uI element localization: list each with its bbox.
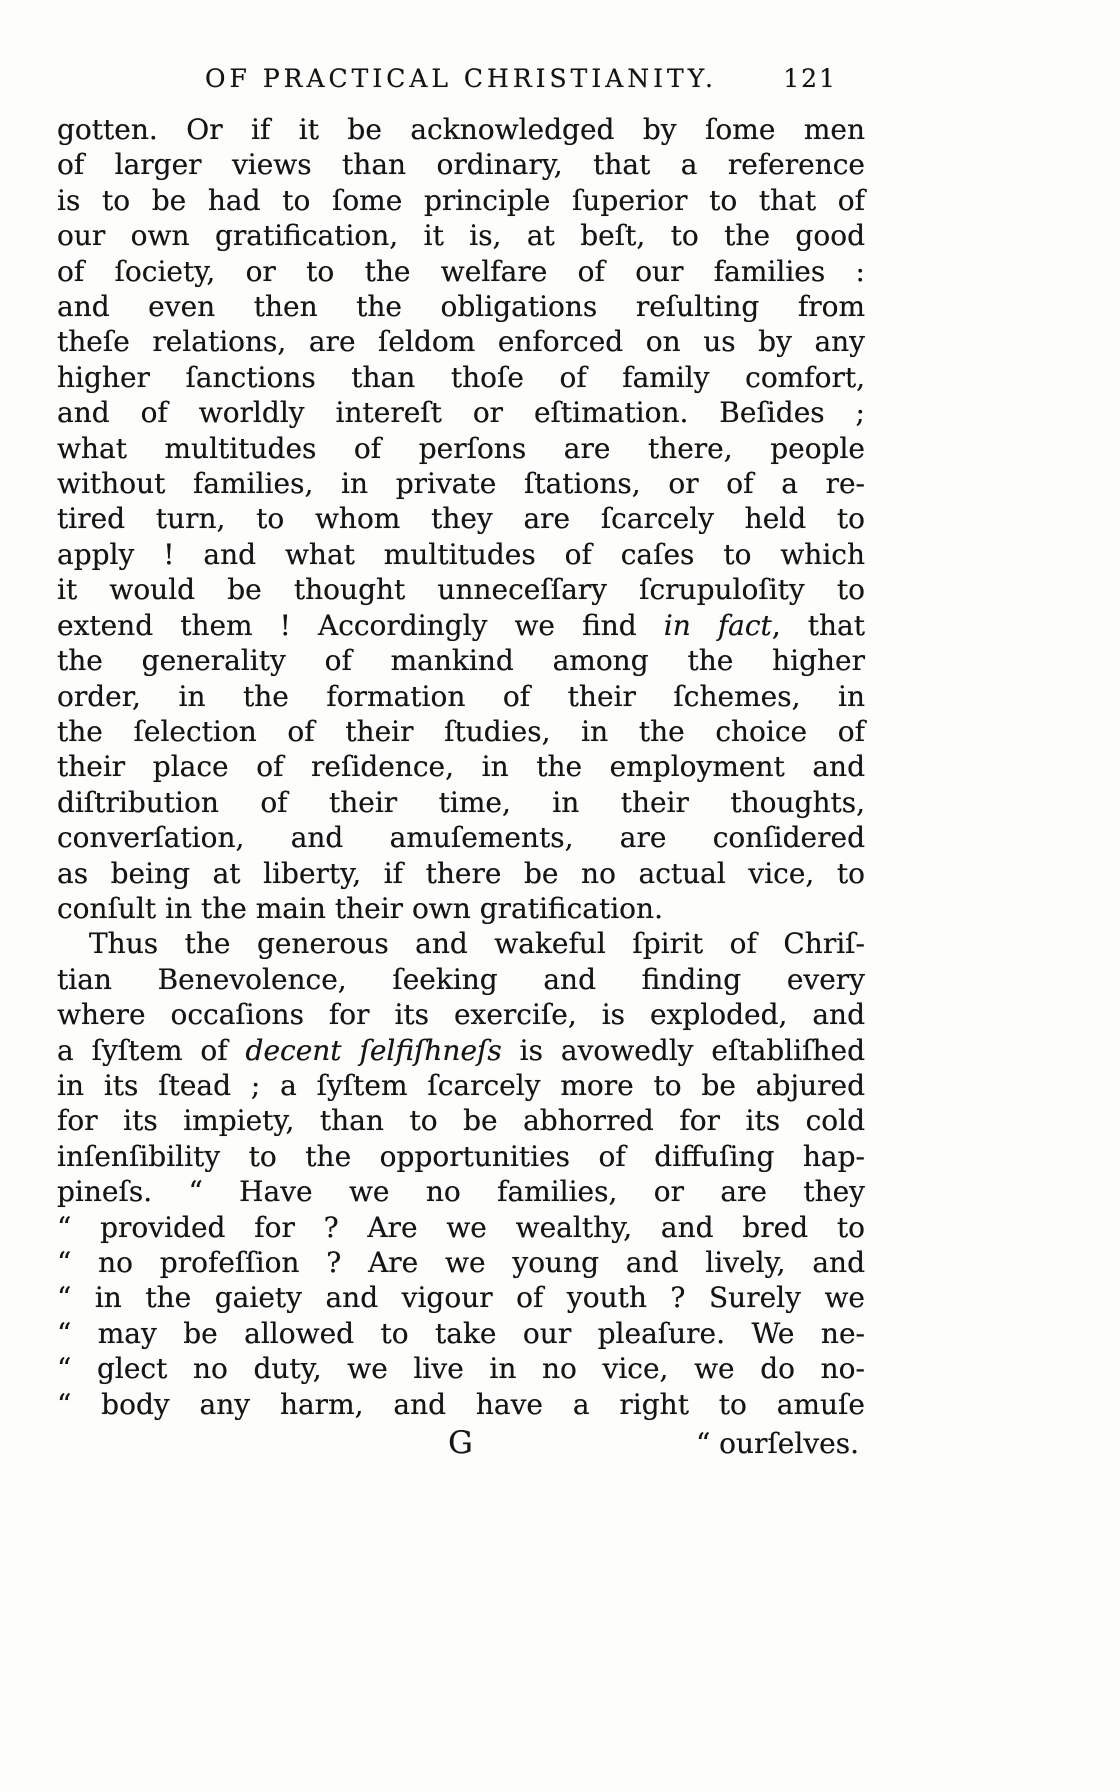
text-segment: of larger views than ordinary, that a reference: [57, 148, 865, 182]
text-segment: Thus the generous and wakeful ſpirit of Chriſ-: [89, 927, 865, 961]
page-footer: [57, 1425, 865, 1465]
text-line: [57, 431, 865, 466]
text-line: [57, 1210, 865, 1245]
text-segment: as being at liberty, if there be no actual vice, to: [57, 856, 865, 890]
text-segment: converſation, and amuſements, are conſidered: [57, 821, 865, 855]
text-segment: a ſyſtem of: [57, 1033, 246, 1067]
text-segment: higher ſanctions than thoſe of family comfort,: [57, 360, 865, 394]
text-segment: “ body any harm, and have a right to amuſe: [57, 1387, 865, 1421]
text-line: [57, 1174, 865, 1209]
text-line: [57, 572, 865, 607]
signature-mark: G: [448, 1425, 474, 1461]
text-line: [57, 856, 865, 891]
text-line: [57, 1068, 865, 1103]
text-line: [57, 466, 865, 501]
text-segment: for its impiety, than to be abhorred for its cold: [57, 1104, 865, 1138]
text-line: [57, 926, 865, 961]
text-segment: tired turn, to whom they are ſcarcely held to: [57, 502, 865, 536]
text-line: [57, 360, 865, 395]
text-segment: the ſelection of their ſtudies, in the choice of: [57, 714, 865, 748]
text-segment: extend them ! Accordingly we find: [57, 608, 664, 642]
body-text: [57, 112, 865, 1422]
text-line: [57, 608, 865, 643]
running-title: OF PRACTICAL CHRISTIANITY.: [205, 64, 717, 93]
text-line: [57, 395, 865, 430]
text-line: [57, 1280, 865, 1315]
text-segment: of ſociety, or to the welfare of our families :: [57, 254, 865, 288]
text-segment: and of worldly intereſt or eſtimation. Beſides ;: [57, 396, 865, 430]
text-segment: conſult in the main their own gratification.: [57, 891, 663, 925]
text-line: [57, 679, 865, 714]
text-segment: pineſs. “ Have we no families, or are they: [57, 1175, 865, 1209]
text-segment: their place of reſidence, in the employment and: [57, 750, 865, 784]
text-line: [57, 183, 865, 218]
catchword: “ ourſelves.: [695, 1427, 859, 1460]
page-number: 121: [783, 64, 837, 93]
text-line: [57, 289, 865, 324]
text-line: [57, 254, 865, 289]
text-segment: is to be had to ſome principle ſuperior to that of: [57, 183, 865, 217]
text-segment: what multitudes of perſons are there, people: [57, 431, 865, 465]
text-segment: order, in the formation of their ſchemes, in: [57, 679, 865, 713]
text-line: [57, 218, 865, 253]
text-line: [57, 962, 865, 997]
text-segment: it would be thought unneceſſary ſcrupuloſity to: [57, 573, 865, 607]
text-segment: our own gratification, it is, at beſt, to the good: [57, 219, 865, 253]
italic-text-segment: in fact: [663, 608, 772, 642]
text-line: [57, 324, 865, 359]
text-line: [57, 714, 865, 749]
text-line: [57, 537, 865, 572]
text-segment: is avowedly eſtabliſhed: [501, 1033, 865, 1067]
text-segment: diſtribution of their time, in their thoughts,: [57, 785, 865, 819]
text-segment: without families, in private ſtations, or of a re-: [57, 467, 865, 501]
text-segment: theſe relations, are ſeldom enforced on us by any: [57, 325, 865, 359]
text-segment: tian Benevolence, ſeeking and finding every: [57, 962, 865, 996]
text-line: [57, 1033, 865, 1068]
text-segment: inſenſibility to the opportunities of diffuſing hap-: [57, 1139, 865, 1173]
text-line: [57, 820, 865, 855]
text-segment: in its ſtead ; a ſyſtem ſcarcely more to be abjured: [57, 1068, 865, 1102]
text-line: [57, 147, 865, 182]
text-segment: “ in the gaiety and vigour of youth ? Surely we: [57, 1281, 865, 1315]
text-segment: apply ! and what multitudes of caſes to which: [57, 537, 865, 571]
text-line: [57, 1103, 865, 1138]
text-line: [57, 112, 865, 147]
text-line: [57, 1316, 865, 1351]
text-segment: “ provided for ? Are we wealthy, and bred to: [57, 1210, 865, 1244]
text-line: [57, 749, 865, 784]
text-segment: and even then the obligations reſulting from: [57, 290, 865, 324]
page-header: [57, 64, 865, 98]
text-segment: gotten. Or if it be acknowledged by ſome men: [57, 113, 865, 146]
italic-text-segment: decent ſelfiſhneſs: [245, 1033, 502, 1067]
text-segment: , that: [771, 608, 866, 642]
text-line: [57, 785, 865, 820]
text-segment: “ glect no duty, we live in no vice, we do no-: [57, 1352, 865, 1386]
text-line: [57, 1245, 865, 1280]
text-line: [57, 501, 865, 536]
text-segment: “ no profeſſion ? Are we young and lively, and: [57, 1246, 865, 1279]
text-segment: the generality of mankind among the higher: [57, 644, 865, 678]
text-line: [57, 643, 865, 678]
text-line: [57, 891, 865, 926]
text-segment: where occaſions for its exerciſe, is exploded, and: [57, 998, 865, 1032]
text-line: [57, 1387, 865, 1422]
text-line: [57, 1351, 865, 1386]
text-line: [57, 1139, 865, 1174]
text-segment: “ may be allowed to take our pleaſure. We ne-: [57, 1316, 865, 1350]
text-line: [57, 997, 865, 1032]
